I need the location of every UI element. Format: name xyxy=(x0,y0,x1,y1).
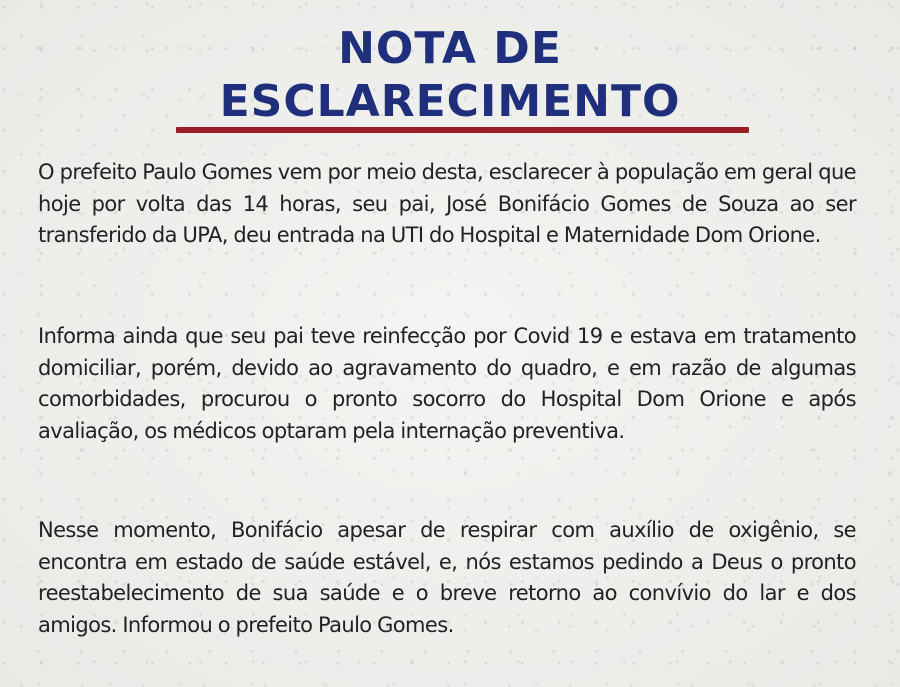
title-line-1: NOTA DE xyxy=(338,23,562,74)
paragraph-3: Nesse momento, Bonifácio apesar de respirar com auxílio de oxigênio, se encontra em estado de saúde estável, e, nós estamos pedindo a Deus o pronto reestabelecimento de sua saúde e o breve retorno ao convívio do lar e dos amigos. Informou o prefeito Paulo Gomes. xyxy=(38,518,856,637)
title-line-2: ESCLARECIMENTO xyxy=(219,76,681,127)
paragraph-2: Informa ainda que seu pai teve reinfecção por Covid 19 e estava em tratamento domiciliar, porém, devido ao agravamento do quadro, e em razão de algumas comorbidades, procurou o pronto socorro do Hospital Dom Orione e após avaliação, os médicos optaram pela internação preventiva. xyxy=(38,324,856,443)
title-underline xyxy=(176,127,749,133)
paragraph-1: O prefeito Paulo Gomes vem por meio desta, esclarecer à população em geral que hoje por volta das 14 horas, seu pai, José Bonifácio Gomes de Souza ao ser transferido da UPA, deu entrada na UTI do Hospital e Maternidade Dom Orione. xyxy=(38,160,856,248)
